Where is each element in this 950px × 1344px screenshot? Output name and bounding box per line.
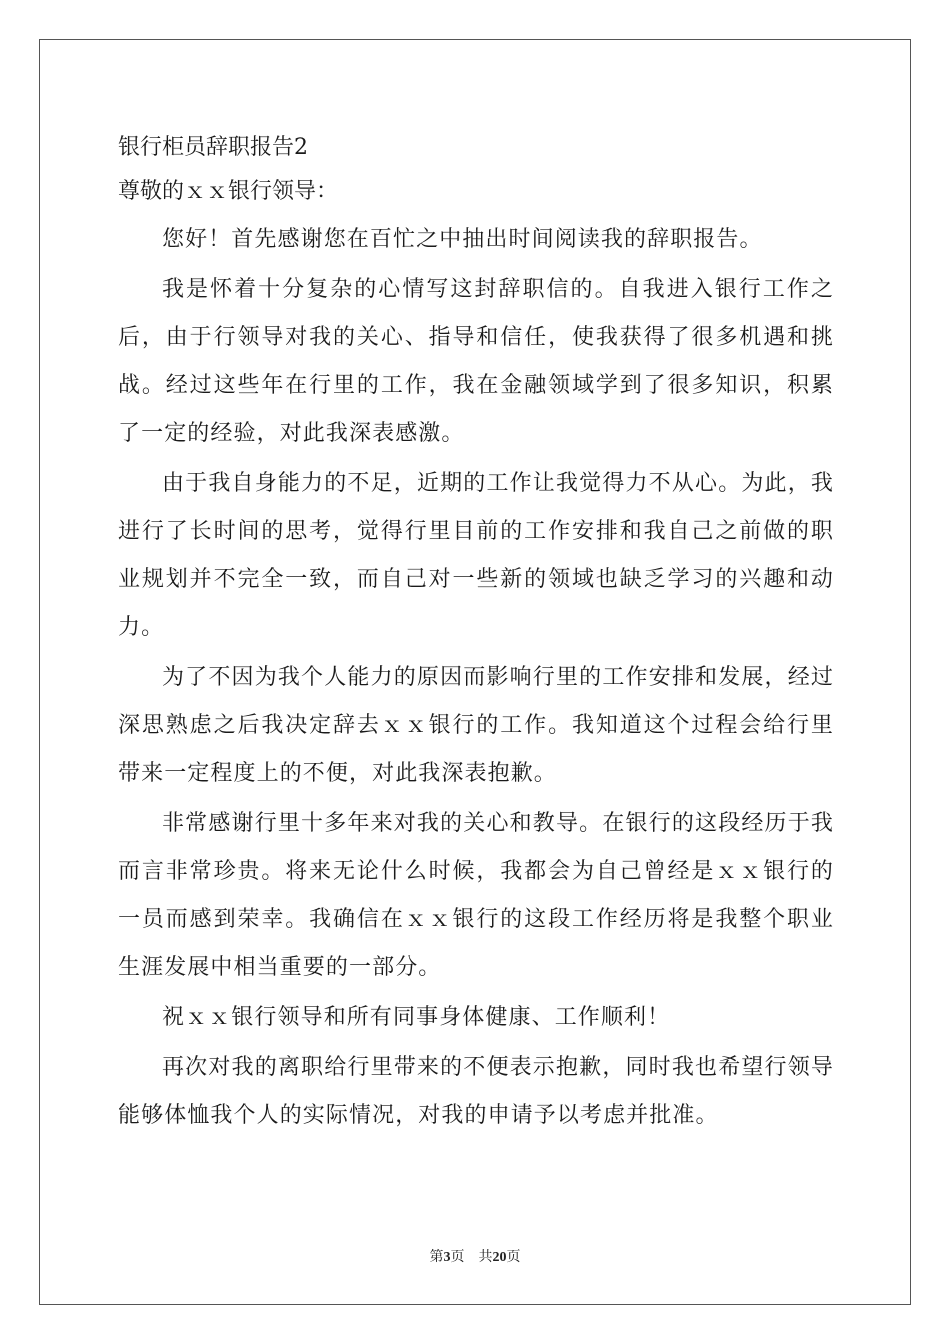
paragraph-wishes: 祝ｘｘ银行领导和所有同事身体健康、工作顺利！ (162, 1005, 671, 1030)
page-mid: 页 共 (450, 1250, 493, 1265)
paragraph-closing: 再次对我的离职给行里带来的不便表示抱歉，同时我也希望行领导能够体恤我个人的实际情况，对我的申请予以考虑并批准。 (118, 1055, 834, 1128)
salutation: 尊敬的ｘｘ银行领导： (118, 179, 339, 204)
paragraph-decision: 为了不因为我个人能力的原因而影响行里的工作安排和发展，经过深思熟虑之后我决定辞去ｘｘ银行的工作。我知道这个过程会给行里带来一定程度上的不便，对此我深表抱歉。 (118, 665, 834, 786)
paragraph-background: 我是怀着十分复杂的心情写这封辞职信的。自我进入银行工作之后，由于行领导对我的关心、指导和信任，使我获得了很多机遇和挑战。经过这些年在行里的工作，我在金融领域学到了很多知识，积累了一定的经验，对此我深表感激。 (118, 277, 834, 446)
page-current: 3 (443, 1250, 451, 1265)
page-number-footer (0, 1246, 950, 1266)
paragraph-gratitude: 非常感谢行里十多年来对我的关心和教导。在银行的这段经历于我而言非常珍贵。将来无论什么时候，我都会为自己曾经是ｘｘ银行的一员而感到荣幸。我确信在ｘｘ银行的这段工作经历将是我整个职业生涯发展中相当重要的一部分。 (118, 811, 834, 980)
page-suffix: 页 (506, 1250, 521, 1265)
document-body (118, 128, 834, 1142)
document-title: 银行柜员辞职报告2 (118, 135, 308, 160)
paragraph-reason: 由于我自身能力的不足，近期的工作让我觉得力不从心。为此，我进行了长时间的思考，觉得行里目前的工作安排和我自己之前做的职业规划并不完全一致，而自己对一些新的领域也缺乏学习的兴趣和动力。 (118, 471, 834, 640)
page-total: 20 (492, 1250, 507, 1265)
page-prefix: 第 (429, 1250, 444, 1265)
paragraph-greeting: 您好！首先感谢您在百忙之中抽出时间阅读我的辞职报告。 (162, 227, 763, 252)
